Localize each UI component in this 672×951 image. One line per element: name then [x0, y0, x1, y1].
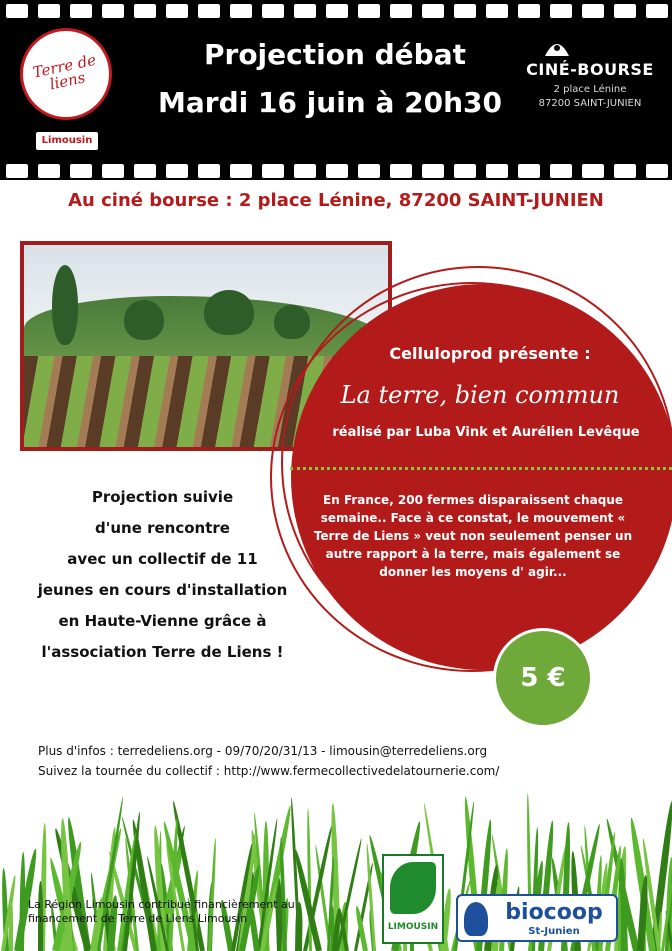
film-hole	[166, 4, 188, 18]
biocoop-name: biocoop	[505, 900, 603, 925]
film-hole	[486, 4, 508, 18]
film-directors: réalisé par Luba Vink et Aurélien Levêque	[332, 425, 640, 440]
film-hole	[294, 4, 316, 18]
logo-text: Terre de liens	[31, 50, 98, 94]
film-hole	[646, 164, 668, 178]
contact-info	[38, 741, 658, 781]
film-hole	[6, 4, 28, 18]
photo-tree	[124, 300, 164, 340]
event-details	[0, 482, 325, 668]
film-hole	[358, 4, 380, 18]
cinema-address-line2: 87200 SAINT-JUNIEN	[538, 98, 642, 109]
film-hole	[134, 4, 156, 18]
film-hole	[518, 4, 540, 18]
event-title: Projection débat	[203, 38, 466, 71]
film-hole	[582, 4, 604, 18]
film-hole	[422, 164, 444, 178]
film-description: En France, 200 fermes disparaissent chaque semaine.. Face à ce constat, le mouvement « Terre de Liens » veut non seulement penser un autre rapport à la terre, mais également se donner les moyens d' agir...	[313, 493, 633, 579]
film-hole	[134, 164, 156, 178]
biocoop-subtitle: St-Junien	[528, 926, 580, 937]
film-hole	[262, 164, 284, 178]
film-hole	[390, 4, 412, 18]
event-details-line: l'association Terre de Liens !	[41, 643, 284, 661]
region-limousin-logo	[382, 854, 444, 944]
film-hole	[454, 4, 476, 18]
photo-tree	[204, 290, 254, 335]
film-hole	[550, 4, 572, 18]
film-hole	[486, 164, 508, 178]
price-badge: 5 €	[493, 628, 593, 728]
event-details-line: d'une rencontre	[95, 519, 230, 537]
grass-blade	[19, 852, 26, 951]
film-hole	[518, 164, 540, 178]
film-perforations-bottom	[0, 164, 672, 178]
film-hole	[646, 4, 668, 18]
film-hole	[550, 164, 572, 178]
biocoop-logo	[456, 894, 618, 942]
grass-blade	[618, 891, 621, 951]
film-hole	[102, 4, 124, 18]
cinema-name: CINÉ-BOURSE	[526, 60, 654, 79]
film-hole	[38, 164, 60, 178]
film-hole	[198, 4, 220, 18]
event-details-line: Projection suivie	[91, 488, 234, 506]
film-hole	[70, 164, 92, 178]
dotted-divider	[290, 467, 672, 470]
film-hole	[614, 164, 636, 178]
leaf-icon	[390, 862, 436, 914]
presenter-line: Celluloprod présente :	[389, 344, 591, 363]
photo-tree	[274, 305, 310, 339]
event-details-line: avec un collectif de 11	[67, 550, 258, 568]
film-hole	[6, 164, 28, 178]
film-hole	[614, 4, 636, 18]
cinema-logo-icon	[542, 36, 572, 58]
cinema-address-line1: 2 place Lénine	[553, 84, 627, 95]
photo-tree	[52, 265, 78, 345]
film-hole	[390, 164, 412, 178]
film-hole	[262, 4, 284, 18]
film-hole	[454, 164, 476, 178]
film-hole	[358, 164, 380, 178]
film-hole	[102, 164, 124, 178]
venue-address: Au ciné bourse : 2 place Lénine, 87200 SAINT-JUNIEN	[68, 190, 604, 211]
event-details-line: jeunes en cours d'installation	[37, 581, 288, 599]
film-hole	[230, 4, 252, 18]
film-hole	[166, 164, 188, 178]
event-date: Mardi 16 juin à 20h30	[158, 86, 502, 119]
film-hole	[230, 164, 252, 178]
contact-info-line: Plus d'infos : terredeliens.org - 09/70/20/31/13 - limousin@terredeliens.org	[38, 744, 488, 758]
film-perforations-top	[0, 4, 672, 18]
film-hole	[422, 4, 444, 18]
bulb-icon	[464, 902, 488, 936]
film-hole	[70, 4, 92, 18]
region-logo-text: LIMOUSIN	[387, 922, 439, 932]
logo-badge-limousin: Limousin	[36, 132, 98, 150]
event-details-line: en Haute-Vienne grâce à	[58, 612, 267, 630]
region-funding-note: La Région Limousin contribue financièrement au financement de Terre de Liens Limousin	[28, 898, 295, 925]
terre-de-liens-logo	[20, 28, 112, 120]
film-hole	[326, 4, 348, 18]
film-strip-header	[0, 0, 672, 180]
film-hole	[198, 164, 220, 178]
tour-info-line: Suivez la tournée du collectif : http://www.fermecollectivedelatournerie.com/	[38, 764, 500, 778]
film-hole	[326, 164, 348, 178]
film-hole	[582, 164, 604, 178]
film-hole	[294, 164, 316, 178]
film-info-circle	[291, 284, 672, 670]
film-hole	[38, 4, 60, 18]
film-title: La terre, bien commun	[340, 381, 620, 409]
